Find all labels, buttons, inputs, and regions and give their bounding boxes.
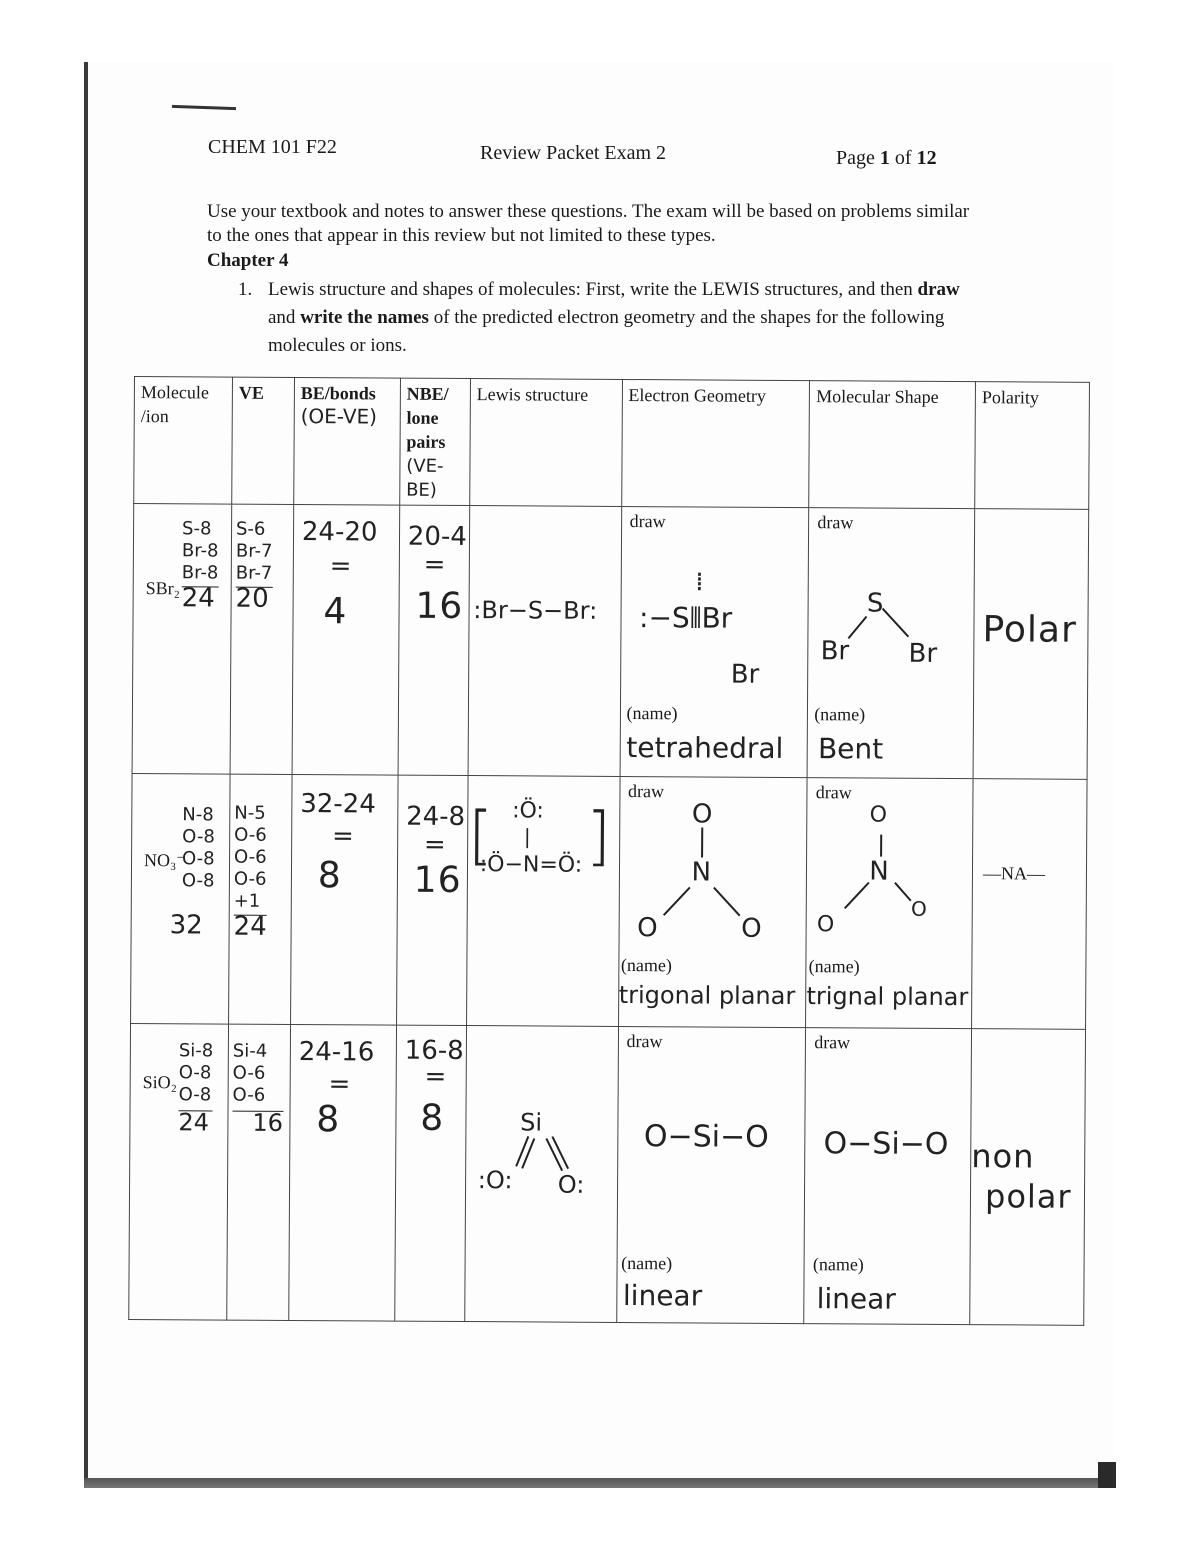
formula: SiO₂ [142, 1072, 178, 1093]
bracket-right: ] [585, 799, 612, 874]
text-2: O-8 [178, 1084, 212, 1106]
electron-geometry-cell [620, 506, 809, 777]
text-ve-total: 24 [233, 911, 267, 942]
oe-total: 32 [169, 910, 203, 941]
header-electron-geometry: Electron Geometry [621, 379, 809, 507]
text-1: O-8 [182, 826, 215, 848]
header-nbe [400, 378, 471, 505]
table-row [131, 773, 1088, 1029]
eg-sketch: O−Si−O [643, 1119, 769, 1155]
nbe-result: 16 [415, 585, 464, 628]
polarity-cell [972, 779, 1087, 1030]
oe-work [182, 804, 215, 892]
lewis-bond: | [523, 824, 531, 849]
be-cell [292, 504, 400, 775]
nbe-calc: 16-8 [404, 1035, 464, 1067]
text-0: S-8 [182, 518, 212, 540]
polarity-value: Polar [982, 609, 1077, 651]
ms-center: N [869, 856, 889, 887]
text-text-c: of the predicted electron geometry and the shapes for the following molecules or ions. [268, 307, 945, 356]
text-text-b: and [268, 307, 301, 328]
text-page-prefix: Page [836, 147, 880, 169]
draw-label: draw [629, 511, 666, 532]
text-page-of: of [889, 147, 917, 169]
lewis-bonds-svg [466, 1026, 619, 1227]
trigonal-shape-svg [807, 778, 974, 979]
lewis-cell [468, 506, 621, 777]
ms-name: trignal planar [806, 982, 969, 1012]
polarity-value: —NA— [982, 863, 1046, 884]
nbe-note: (VE-BE) [406, 455, 444, 501]
table-row [129, 1023, 1086, 1325]
name-label: (name) [621, 1252, 673, 1274]
polarity-line-1: non [971, 1137, 1035, 1176]
ms-left: Br [820, 636, 850, 667]
lewis-right: O: [557, 1170, 585, 1199]
ve-cell [230, 504, 294, 774]
ms-sketch: O−Si−O [823, 1126, 949, 1162]
text-2: O-8 [181, 848, 215, 870]
draw-label: draw [626, 1031, 663, 1052]
nbe-result: 8 [420, 1097, 445, 1139]
nbe-equals: = [424, 1061, 447, 1092]
molecular-shape-cell [807, 508, 974, 779]
formula: NO₃⁻ [143, 850, 186, 871]
text-bold-names: write the names [300, 307, 429, 328]
oe-work [181, 518, 219, 614]
draw-label: draw [815, 782, 852, 803]
molecular-shape-cell [804, 1028, 972, 1325]
text-ve: VE [238, 382, 264, 403]
header-molecule: Molecule /ion [134, 377, 233, 505]
be-note: (OE-VE) [300, 404, 378, 429]
be-result: 8 [317, 855, 342, 897]
nbe-calc: 24-8 [406, 801, 466, 833]
eg-name: linear [622, 1279, 703, 1313]
electron-geometry-cell [618, 776, 807, 1027]
header-molecular-shape: Molecular Shape [809, 381, 976, 509]
bent-shape-svg [808, 508, 975, 709]
lewis-structure: :Br−S−Br: [473, 596, 598, 625]
name-label: (name) [814, 704, 866, 725]
ve-work [233, 802, 268, 942]
header-polarity: Polarity [975, 382, 1090, 510]
draw-label: draw [817, 512, 854, 533]
course-code: CHEM 101 F22 [208, 136, 337, 158]
nbe-cell [396, 775, 467, 1025]
ms-right: O [910, 896, 927, 921]
be-equals: = [328, 1069, 351, 1100]
text-1: Br-7 [235, 540, 273, 562]
question-number: 1. [238, 279, 253, 300]
eg-top: O [691, 799, 713, 830]
eg-left: O [637, 913, 658, 944]
polarity-cell [970, 1029, 1086, 1326]
text-2: O-6 [233, 846, 267, 868]
eg-right: O [741, 913, 762, 944]
be-cell [290, 774, 397, 1025]
text-2: O-6 [232, 1084, 266, 1106]
trigonal-sketch-svg [619, 777, 808, 978]
text-bold-draw: draw [917, 279, 960, 300]
text-0: N-5 [234, 802, 266, 824]
text-3: O-8 [181, 870, 215, 892]
text-0: N-8 [182, 804, 214, 826]
paper-edge [84, 1478, 1116, 1488]
text-text-a: Lewis structure and shapes of molecules: First, write the LEWIS structures, and then [268, 279, 918, 300]
ms-center: S [866, 588, 884, 619]
nbe-cell [398, 505, 470, 775]
eg-name: trigonal planar [618, 980, 796, 1011]
text-3: O-6 [233, 868, 267, 890]
nbe-cell [395, 1025, 467, 1321]
text-0: S-6 [235, 518, 266, 540]
polarity-cell [973, 509, 1089, 780]
name-label: (name) [626, 703, 678, 724]
header-lewis: Lewis structure [469, 379, 622, 507]
be-result: 4 [323, 591, 348, 633]
name-label: (name) [620, 954, 673, 976]
text-nbe: NBE/ lone pairs [406, 383, 449, 452]
draw-label: draw [814, 1032, 851, 1053]
text-1: O-6 [234, 824, 267, 846]
molecule-cell [129, 1023, 229, 1320]
name-label: (name) [812, 1254, 864, 1275]
molecular-shape-cell [806, 778, 973, 1029]
page-indicator [836, 147, 937, 170]
eg-lone-pair: ⁞ [695, 567, 704, 598]
ve-work [232, 1040, 284, 1137]
table-row [132, 504, 1089, 780]
name-label: (name) [808, 956, 860, 977]
nbe-equals: = [423, 549, 446, 580]
ms-left: O [816, 912, 835, 938]
text-ve-total: 16 [232, 1111, 283, 1134]
header-be [294, 377, 401, 505]
molecule-cell [131, 773, 230, 1024]
lewis-top: :Ö: [512, 798, 544, 824]
be-cell [289, 1024, 397, 1321]
be-equals: = [331, 821, 354, 852]
text-be: BE/bonds [300, 383, 376, 404]
text-ve-total: 20 [236, 587, 273, 610]
text-oe-total: 24 [182, 586, 219, 609]
eg-name: tetrahedral [626, 731, 784, 765]
nbe-equals: = [423, 829, 446, 860]
text-page-total: 12 [916, 147, 937, 169]
lewis-table [128, 376, 1090, 1326]
molecule-cell [132, 504, 232, 775]
electron-geometry-cell [616, 1026, 806, 1323]
bracket-left: [ [467, 799, 494, 874]
eg-center: N [691, 857, 712, 888]
text-1: Br-8 [181, 540, 219, 562]
question-text [268, 276, 978, 360]
text-1: O-8 [178, 1062, 212, 1084]
ve-work [235, 518, 273, 614]
lewis-cell [464, 1026, 618, 1323]
text-2: Br-8 [181, 562, 219, 584]
text-1: O-6 [232, 1062, 266, 1084]
draw-label: draw [627, 781, 665, 802]
nbe-calc: 20-4 [407, 521, 467, 553]
packet-title: Review Packet Exam 2 [480, 142, 667, 164]
text-2: Br-7 [235, 562, 273, 584]
text-0: Si-8 [178, 1040, 214, 1062]
ms-right: Br [908, 638, 938, 669]
question-1 [238, 276, 978, 360]
eg-sketch: :−S⫴Br [638, 601, 733, 635]
paper-corner [1098, 1462, 1116, 1488]
text-page-num: 1 [879, 147, 890, 169]
ms-name: linear [816, 1282, 896, 1316]
eg-sketch-sub: Br [730, 659, 760, 690]
header-ve [232, 377, 295, 504]
text-4: +1 [233, 890, 261, 912]
be-equals: = [329, 551, 352, 582]
polarity-line-2: polar [984, 1177, 1072, 1216]
be-calc: 24-20 [301, 517, 378, 548]
text-0: Si-4 [232, 1040, 268, 1062]
oe-work [178, 1040, 214, 1137]
be-result: 8 [316, 1099, 341, 1141]
be-calc: 24-16 [298, 1037, 375, 1068]
nbe-result: 16 [413, 859, 462, 902]
lewis-mid: :Ö−N=Ö: [479, 852, 583, 878]
ms-top: O [869, 802, 888, 828]
lewis-center: Si [520, 1108, 543, 1137]
instructions: Use your textbook and notes to answer these questions. The exam will be based on problems similar to the ones that appear in this review but not limited to these types. [207, 201, 970, 246]
ms-name: Bent [817, 732, 884, 766]
formula: SBr₂ [145, 578, 181, 599]
ve-cell [228, 774, 291, 1024]
be-calc: 32-24 [300, 789, 376, 820]
lewis-cell [466, 776, 619, 1027]
ve-cell [227, 1024, 291, 1320]
lewis-left: :O: [477, 1166, 513, 1195]
text-oe-total: 24 [178, 1110, 213, 1133]
chapter-heading: Chapter 4 [207, 250, 289, 271]
header-row [134, 377, 1090, 510]
